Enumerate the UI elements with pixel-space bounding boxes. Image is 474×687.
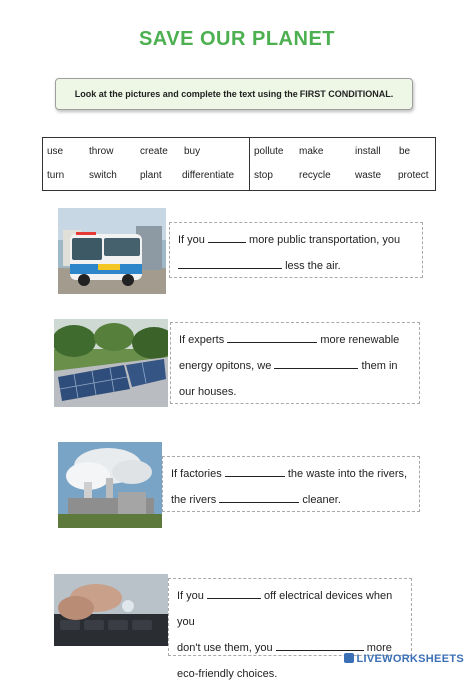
exercise-4-text: If you off electrical devices when you don't use them, you more eco-friendly choices. — [168, 578, 412, 656]
word-buy: buy — [184, 146, 201, 157]
instruction-emphasis: FIRST CONDITIONAL. — [299, 89, 394, 99]
word-create: create — [140, 146, 168, 157]
word-turn: turn — [47, 170, 65, 181]
exercise-2-blank-1[interactable] — [227, 330, 317, 343]
logo-mark-icon — [344, 653, 354, 663]
word-stop: stop — [254, 170, 273, 181]
word-install: install — [355, 146, 381, 157]
exercise-4-blank-1[interactable] — [207, 586, 261, 599]
instruction-text: Look at the pictures and complete the text using the — [74, 89, 298, 99]
bus-photo — [58, 208, 166, 294]
exercise-1-blank-1[interactable] — [208, 230, 246, 243]
page-title: SAVE OUR PLANET — [138, 28, 336, 50]
solar-panel-photo — [54, 319, 168, 407]
word-pollute: pollute — [254, 146, 284, 157]
word-recycle: recycle — [299, 170, 331, 181]
word-differentiate: differentiate — [182, 170, 235, 181]
power-button-photo — [54, 574, 168, 646]
exercise-3-text: If factories the waste into the rivers, the rivers cleaner. — [162, 456, 420, 512]
word-be: be — [399, 146, 411, 157]
word-plant: plant — [140, 170, 162, 181]
word-make: make — [299, 146, 324, 157]
exercise-1-blank-2[interactable] — [178, 256, 282, 269]
word-waste: waste — [355, 170, 382, 181]
exercise-4-blank-2[interactable] — [276, 638, 364, 651]
exercise-2-blank-2[interactable] — [274, 356, 358, 369]
word-protect: protect — [398, 170, 429, 181]
exercise-3-blank-2[interactable] — [219, 490, 299, 503]
word-bank-divider — [249, 138, 250, 190]
word-throw: throw — [89, 146, 114, 157]
factory-photo — [58, 442, 162, 528]
liveworksheets-logo: LIVEWORKSHEETS — [344, 653, 465, 665]
word-use: use — [47, 146, 64, 157]
word-switch: switch — [89, 170, 117, 181]
instruction-box — [55, 78, 413, 110]
word-bank — [42, 137, 436, 191]
exercise-3-blank-1[interactable] — [225, 464, 285, 477]
exercise-2-text: If experts more renewable energy opitons, we them in our houses. — [170, 322, 420, 404]
exercise-1-text: If you more public transportation, you less the air. — [169, 222, 423, 278]
